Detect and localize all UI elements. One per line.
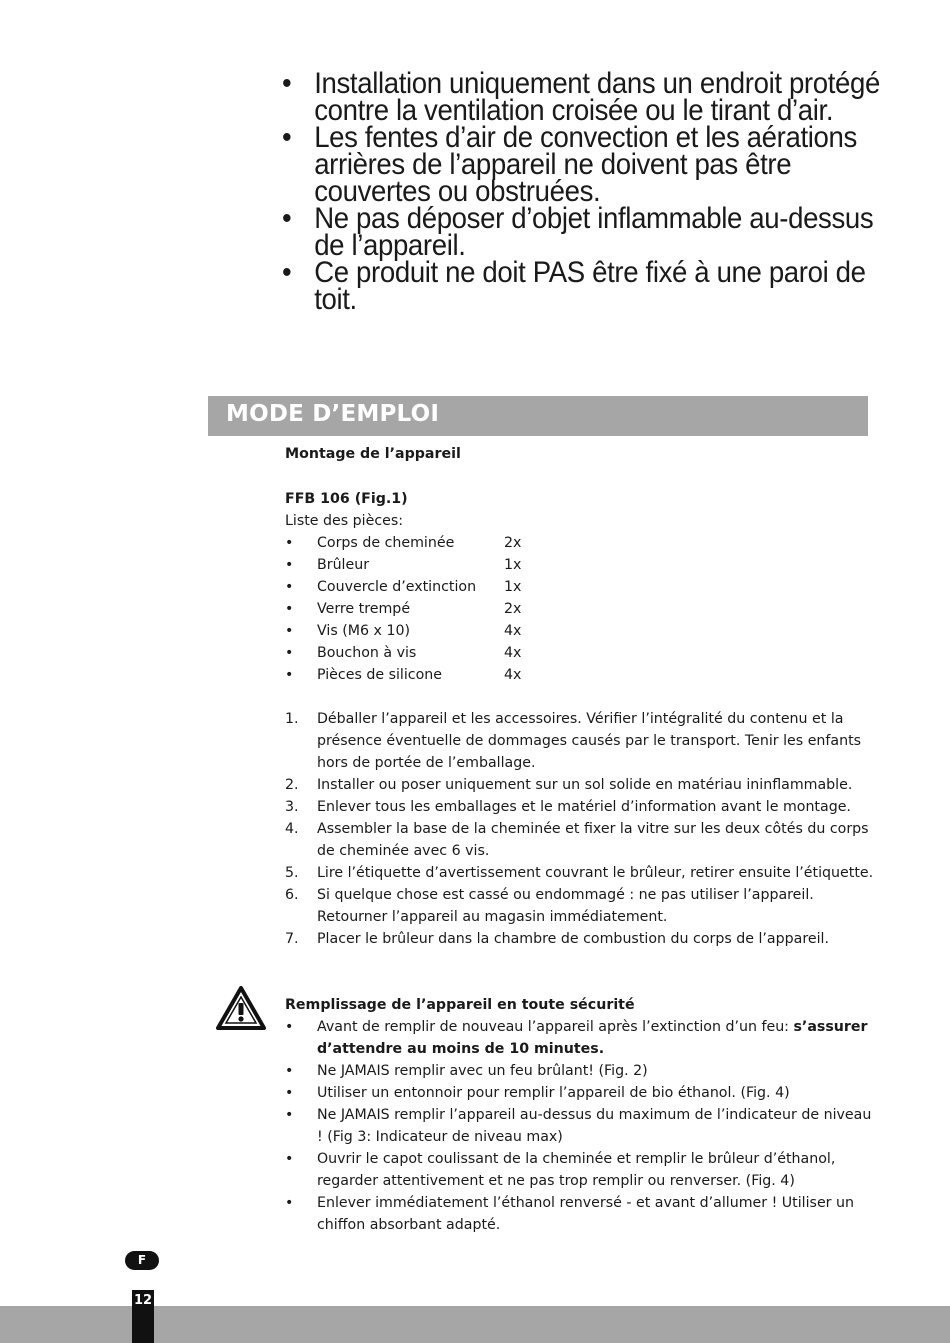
safety-item: • Utiliser un entonnoir pour remplir l’appareil de bio éthanol. (Fig. 4) bbox=[285, 1085, 790, 1101]
safety-item: • Avant de remplir de nouveau l’appareil après l’extinction d’un feu: s’assurer d’attendre au moins de 10 minutes. bbox=[285, 1019, 868, 1057]
page-number: 12 bbox=[133, 1293, 153, 1308]
safety-list bbox=[285, 1016, 875, 1236]
intro-bullet: • Les fentes d’air de convection et les aérations arrières de l’appareil ne doivent pas être couvertes ou obstruées. bbox=[282, 121, 857, 208]
step-item: 5. Lire l’étiquette d’avertissement couvrant le brûleur, retirer ensuite l’étiquette. bbox=[285, 865, 874, 881]
safety-item: • Ouvrir le capot coulissant de la cheminée et remplir le brûleur d’éthanol, regarder attentivement et ne pas trop remplir ou renverser. (Fig. 4) bbox=[285, 1151, 836, 1189]
intro-bullet: • Ce produit ne doit PAS être fixé à une paroi de toit. bbox=[282, 256, 866, 316]
safety-item: • Ne JAMAIS remplir avec un feu brûlant! (Fig. 2) bbox=[285, 1063, 648, 1079]
safety-item: • Enlever immédiatement l’éthanol renversé - et avant d’allumer ! Utiliser un chiffon absorbant adapté. bbox=[285, 1195, 855, 1233]
intro-bullet: • Installation uniquement dans un endroit protégé contre la ventilation croisée ou le tirant d’air. bbox=[282, 67, 880, 127]
parts-label: Liste des pièces: bbox=[285, 513, 404, 529]
safety-item: • Ne JAMAIS remplir l’appareil au-dessus du maximum de l’indicateur de niveau ! (Fig 3: Indicateur de niveau max) bbox=[285, 1107, 872, 1145]
step-item: 4. Assembler la base de la cheminée et fixer la vitre sur les deux côtés du corps de cheminée avec 6 vis. bbox=[285, 821, 869, 859]
step-item: 1. Déballer l’appareil et les accessoires. Vérifier l’intégralité du contenu et la présence éventuelle de dommages causés par le transport. Tenir les enfants hors de portée de l’emballage. bbox=[285, 711, 862, 771]
step-item: 6. Si quelque chose est cassé ou endommagé : ne pas utiliser l’appareil. Retourner l’appareil au magasin immédiatement. bbox=[285, 887, 814, 925]
intro-bullet: • Ne pas déposer d’objet inflammable au-dessus de l’appareil. bbox=[282, 202, 874, 262]
safety-heading: Remplissage de l’appareil en toute sécurité bbox=[285, 997, 635, 1013]
step-item: 7. Placer le brûleur dans la chambre de combustion du corps de l’appareil. bbox=[285, 931, 829, 947]
warning-triangle-icon bbox=[215, 985, 267, 1031]
assembly-heading: Montage de l’appareil bbox=[285, 446, 461, 462]
page-number-box bbox=[132, 1290, 154, 1343]
section-banner bbox=[208, 396, 868, 436]
assembly-steps bbox=[285, 708, 875, 950]
model-heading: FFB 106 (Fig.1) bbox=[285, 491, 408, 507]
step-item: 2. Installer ou poser uniquement sur un sol solide en matériau ininflammable. bbox=[285, 777, 853, 793]
language-badge: F bbox=[125, 1251, 159, 1270]
step-item: 3. Enlever tous les emballages et le matériel d’information avant le montage. bbox=[285, 799, 851, 815]
section-title: MODE D’EMPLOI bbox=[226, 401, 440, 427]
intro-bullet-list bbox=[282, 67, 882, 316]
